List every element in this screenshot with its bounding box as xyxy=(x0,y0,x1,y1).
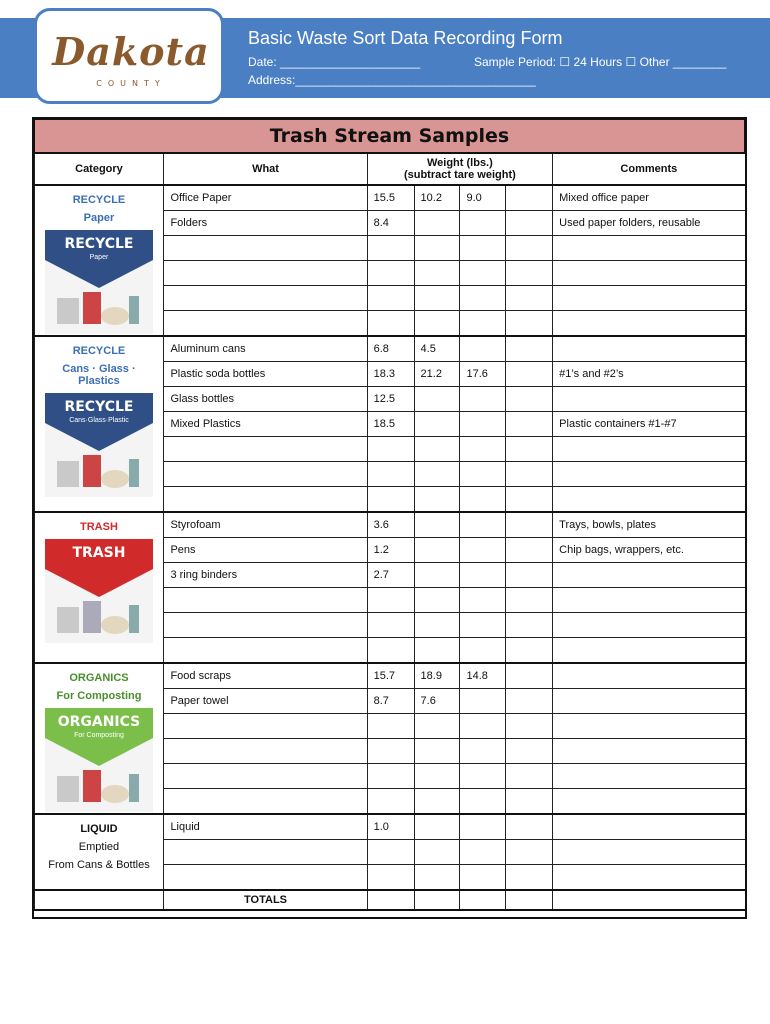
row-what[interactable] xyxy=(164,437,367,462)
row-what[interactable] xyxy=(164,764,367,789)
category-poster xyxy=(45,230,153,334)
row-comment[interactable]: Trays, bowls, plates xyxy=(553,512,745,538)
weight-3[interactable] xyxy=(460,613,506,638)
date-field[interactable]: Date: _____________________ xyxy=(248,55,421,69)
weight-4[interactable] xyxy=(506,563,553,588)
table-header-row xyxy=(34,153,745,185)
category-sub: Paper xyxy=(83,212,115,224)
weight-4[interactable] xyxy=(506,814,553,840)
weight-3[interactable] xyxy=(460,840,506,865)
weight-3[interactable] xyxy=(460,689,506,714)
row-comment[interactable] xyxy=(553,714,745,739)
weight-1[interactable]: 1.0 xyxy=(367,814,414,840)
category-cell xyxy=(34,663,164,814)
header-weight-label: Weight (lbs.) xyxy=(426,157,493,169)
poster-title: RECYCLE xyxy=(64,399,134,415)
weight-3[interactable] xyxy=(460,512,506,538)
row-comment[interactable] xyxy=(553,437,745,462)
weight-4[interactable] xyxy=(506,714,553,739)
weight-3[interactable] xyxy=(460,814,506,840)
row-what[interactable]: 3 ring binders xyxy=(164,563,367,588)
total-weight-4[interactable] xyxy=(506,890,553,910)
poster-subtitle: Cans·Glass·Plastic xyxy=(69,417,129,424)
weight-1[interactable] xyxy=(367,638,414,664)
address-field[interactable]: Address:____________________________________ xyxy=(248,73,536,87)
row-comment[interactable] xyxy=(553,311,745,337)
weight-3[interactable] xyxy=(460,437,506,462)
weight-2[interactable] xyxy=(414,462,460,487)
category-poster xyxy=(45,393,153,497)
weight-3[interactable] xyxy=(460,739,506,764)
trash-stream-table xyxy=(33,118,746,911)
weight-4[interactable] xyxy=(506,512,553,538)
row-what[interactable] xyxy=(164,588,367,613)
category-cell xyxy=(34,336,164,512)
weight-2[interactable] xyxy=(414,588,460,613)
weight-2[interactable] xyxy=(414,286,460,311)
weight-2[interactable] xyxy=(414,387,460,412)
weight-2[interactable] xyxy=(414,512,460,538)
poster-subtitle: For Composting xyxy=(74,732,124,739)
row-what[interactable] xyxy=(164,311,367,337)
sample-period-field[interactable]: Sample Period: ☐ 24 Hours ☐ Other ________ xyxy=(474,55,727,69)
weight-1[interactable] xyxy=(367,613,414,638)
row-comment[interactable] xyxy=(553,764,745,789)
weight-1[interactable] xyxy=(367,261,414,286)
logo-word: Dakota xyxy=(52,29,210,74)
row-what[interactable] xyxy=(164,261,367,286)
row-what[interactable]: Office Paper xyxy=(164,185,367,211)
weight-4[interactable] xyxy=(506,236,553,261)
weight-3[interactable] xyxy=(460,538,506,563)
weight-4[interactable] xyxy=(506,362,553,387)
row-what[interactable]: Glass bottles xyxy=(164,387,367,412)
poster-items-icon xyxy=(53,597,145,637)
weight-1[interactable] xyxy=(367,865,414,891)
row-comment[interactable] xyxy=(553,387,745,412)
totals-row xyxy=(34,890,745,910)
weight-4[interactable] xyxy=(506,865,553,891)
table-title: Trash Stream Samples xyxy=(34,119,745,153)
poster-title: RECYCLE xyxy=(64,236,134,252)
row-comment[interactable] xyxy=(553,789,745,815)
row-comment[interactable]: Mixed office paper xyxy=(553,185,745,211)
row-comment[interactable] xyxy=(553,865,745,891)
weight-2[interactable] xyxy=(414,437,460,462)
weight-2[interactable]: 4.5 xyxy=(414,336,460,362)
weight-4[interactable] xyxy=(506,789,553,815)
weight-2[interactable] xyxy=(414,487,460,513)
row-what[interactable] xyxy=(164,613,367,638)
weight-1[interactable]: 18.3 xyxy=(367,362,414,387)
row-what[interactable] xyxy=(164,789,367,815)
weight-4[interactable] xyxy=(506,840,553,865)
row-what[interactable]: Liquid xyxy=(164,814,367,840)
weight-4[interactable] xyxy=(506,613,553,638)
row-what[interactable] xyxy=(164,865,367,891)
weight-4[interactable] xyxy=(506,739,553,764)
table-row xyxy=(34,512,745,538)
row-what[interactable]: Folders xyxy=(164,211,367,236)
weight-1[interactable] xyxy=(367,286,414,311)
row-what[interactable] xyxy=(164,286,367,311)
weight-3[interactable] xyxy=(460,211,506,236)
header-category: Category xyxy=(34,153,164,185)
row-what[interactable] xyxy=(164,739,367,764)
weight-3[interactable] xyxy=(460,261,506,286)
weight-2[interactable] xyxy=(414,814,460,840)
poster-items-icon xyxy=(53,288,145,328)
weight-3[interactable] xyxy=(460,286,506,311)
weight-2[interactable]: 18.9 xyxy=(414,663,460,689)
weight-2[interactable] xyxy=(414,538,460,563)
row-comment[interactable] xyxy=(553,462,745,487)
weight-1[interactable]: 3.6 xyxy=(367,512,414,538)
table-title-row xyxy=(34,119,745,153)
weight-4[interactable] xyxy=(506,261,553,286)
row-what[interactable]: Plastic soda bottles xyxy=(164,362,367,387)
weight-1[interactable] xyxy=(367,840,414,865)
weight-3[interactable] xyxy=(460,311,506,337)
poster-items-icon xyxy=(53,766,145,806)
row-comment[interactable] xyxy=(553,638,745,664)
row-what[interactable] xyxy=(164,638,367,664)
row-comment[interactable]: Chip bags, wrappers, etc. xyxy=(553,538,745,563)
header-weight xyxy=(367,153,553,185)
category-label: RECYCLE xyxy=(72,194,126,206)
poster-title: ORGANICS xyxy=(57,714,141,730)
table-row xyxy=(34,336,745,362)
total-weight-3[interactable] xyxy=(460,890,506,910)
weight-2[interactable]: 7.6 xyxy=(414,689,460,714)
weight-3[interactable] xyxy=(460,563,506,588)
weight-1[interactable] xyxy=(367,739,414,764)
form-title: Basic Waste Sort Data Recording Form xyxy=(248,28,563,48)
weight-4[interactable] xyxy=(506,689,553,714)
row-what[interactable]: Styrofoam xyxy=(164,512,367,538)
row-what[interactable]: Food scraps xyxy=(164,663,367,689)
table-row xyxy=(34,663,745,689)
weight-2[interactable] xyxy=(414,714,460,739)
category-sub: Cans · Glass · Plastics xyxy=(62,363,136,387)
weight-2[interactable] xyxy=(414,236,460,261)
weight-3[interactable]: 9.0 xyxy=(460,185,506,211)
weight-4[interactable] xyxy=(506,437,553,462)
row-comment[interactable] xyxy=(553,236,745,261)
weight-3[interactable] xyxy=(460,462,506,487)
row-what[interactable] xyxy=(164,714,367,739)
weight-4[interactable] xyxy=(506,764,553,789)
weight-3[interactable] xyxy=(460,336,506,362)
weight-3[interactable]: 17.6 xyxy=(460,362,506,387)
dakota-county-logo xyxy=(34,8,224,104)
row-comment[interactable] xyxy=(553,487,745,513)
row-what[interactable] xyxy=(164,236,367,261)
weight-1[interactable]: 6.8 xyxy=(367,336,414,362)
weight-4[interactable] xyxy=(506,638,553,664)
header-weight-sub: (subtract tare weight) xyxy=(403,169,516,181)
category-poster xyxy=(45,708,153,812)
table-row xyxy=(34,185,745,211)
poster-title: TRASH xyxy=(72,545,126,561)
category-cell xyxy=(34,814,164,890)
weight-3[interactable] xyxy=(460,588,506,613)
weight-1[interactable]: 15.5 xyxy=(367,185,414,211)
row-comment[interactable] xyxy=(553,814,745,840)
weight-2[interactable] xyxy=(414,840,460,865)
row-comment[interactable] xyxy=(553,336,745,362)
weight-4[interactable] xyxy=(506,487,553,513)
weight-1[interactable] xyxy=(367,236,414,261)
row-what[interactable]: Paper towel xyxy=(164,689,367,714)
weight-1[interactable] xyxy=(367,764,414,789)
weight-3[interactable] xyxy=(460,764,506,789)
weight-3[interactable] xyxy=(460,487,506,513)
weight-1[interactable] xyxy=(367,311,414,337)
weight-1[interactable] xyxy=(367,588,414,613)
weight-3[interactable]: 14.8 xyxy=(460,663,506,689)
category-label: TRASH xyxy=(80,521,118,533)
weight-1[interactable]: 12.5 xyxy=(367,387,414,412)
row-what[interactable] xyxy=(164,462,367,487)
row-what[interactable]: Mixed Plastics xyxy=(164,412,367,437)
weight-4[interactable] xyxy=(506,336,553,362)
row-comment[interactable] xyxy=(553,563,745,588)
weight-2[interactable] xyxy=(414,638,460,664)
weight-4[interactable] xyxy=(506,663,553,689)
weight-4[interactable] xyxy=(506,286,553,311)
row-comment[interactable] xyxy=(553,840,745,865)
weight-3[interactable] xyxy=(460,638,506,664)
weight-2[interactable] xyxy=(414,563,460,588)
weight-4[interactable] xyxy=(506,211,553,236)
poster-subtitle: Paper xyxy=(89,254,109,261)
row-comment[interactable]: Plastic containers #1-#7 xyxy=(553,412,745,437)
category-label: RECYCLE xyxy=(72,345,126,357)
weight-1[interactable]: 1.2 xyxy=(367,538,414,563)
row-what[interactable] xyxy=(164,487,367,513)
total-weight-2[interactable] xyxy=(414,890,460,910)
weight-1[interactable] xyxy=(367,437,414,462)
total-weight-1[interactable] xyxy=(367,890,414,910)
weight-3[interactable] xyxy=(460,412,506,437)
weight-1[interactable] xyxy=(367,462,414,487)
weight-1[interactable] xyxy=(367,789,414,815)
category-label: LIQUID xyxy=(80,823,118,835)
totals-label: TOTALS xyxy=(164,890,367,910)
weight-4[interactable] xyxy=(506,538,553,563)
weight-1[interactable]: 2.7 xyxy=(367,563,414,588)
row-what[interactable]: Aluminum cans xyxy=(164,336,367,362)
weight-2[interactable] xyxy=(414,739,460,764)
weight-2[interactable] xyxy=(414,261,460,286)
weight-2[interactable] xyxy=(414,311,460,337)
row-comment[interactable] xyxy=(553,261,745,286)
weight-2[interactable] xyxy=(414,412,460,437)
weight-4[interactable] xyxy=(506,185,553,211)
weight-2[interactable] xyxy=(414,764,460,789)
weight-2[interactable] xyxy=(414,613,460,638)
category-sub: For Composting xyxy=(56,690,142,702)
weight-1[interactable] xyxy=(367,487,414,513)
row-comment[interactable] xyxy=(553,613,745,638)
total-comment[interactable] xyxy=(553,890,745,910)
weight-4[interactable] xyxy=(506,387,553,412)
row-what[interactable]: Pens xyxy=(164,538,367,563)
weight-2[interactable] xyxy=(414,789,460,815)
weight-3[interactable] xyxy=(460,387,506,412)
weight-3[interactable] xyxy=(460,236,506,261)
row-comment[interactable] xyxy=(553,689,745,714)
category-poster xyxy=(45,539,153,643)
table-row xyxy=(34,814,745,840)
category-label: ORGANICS xyxy=(69,672,129,684)
category-cell xyxy=(34,512,164,663)
weight-4[interactable] xyxy=(506,462,553,487)
weight-1[interactable]: 8.7 xyxy=(367,689,414,714)
weight-3[interactable] xyxy=(460,865,506,891)
weight-3[interactable] xyxy=(460,789,506,815)
weight-2[interactable]: 10.2 xyxy=(414,185,460,211)
header-comments: Comments xyxy=(553,153,745,185)
weight-2[interactable] xyxy=(414,865,460,891)
weight-1[interactable]: 15.7 xyxy=(367,663,414,689)
weight-4[interactable] xyxy=(506,412,553,437)
category-cell xyxy=(34,185,164,336)
row-comment[interactable]: #1’s and #2’s xyxy=(553,362,745,387)
row-comment[interactable] xyxy=(553,286,745,311)
category-sub: Emptied xyxy=(78,841,120,853)
weight-2[interactable] xyxy=(414,211,460,236)
row-comment[interactable]: Used paper folders, reusable xyxy=(553,211,745,236)
category-sub2: From Cans & Bottles xyxy=(48,859,150,871)
weight-2[interactable]: 21.2 xyxy=(414,362,460,387)
weight-3[interactable] xyxy=(460,714,506,739)
weight-1[interactable]: 8.4 xyxy=(367,211,414,236)
row-comment[interactable] xyxy=(553,739,745,764)
weight-1[interactable]: 18.5 xyxy=(367,412,414,437)
row-comment[interactable] xyxy=(553,588,745,613)
row-what[interactable] xyxy=(164,840,367,865)
poster-items-icon xyxy=(53,451,145,491)
weight-4[interactable] xyxy=(506,588,553,613)
logo-sub: COUNTY xyxy=(96,79,166,88)
weight-1[interactable] xyxy=(367,714,414,739)
row-comment[interactable] xyxy=(553,663,745,689)
totals-spacer xyxy=(34,890,164,910)
weight-4[interactable] xyxy=(506,311,553,337)
header-what: What xyxy=(164,153,367,185)
